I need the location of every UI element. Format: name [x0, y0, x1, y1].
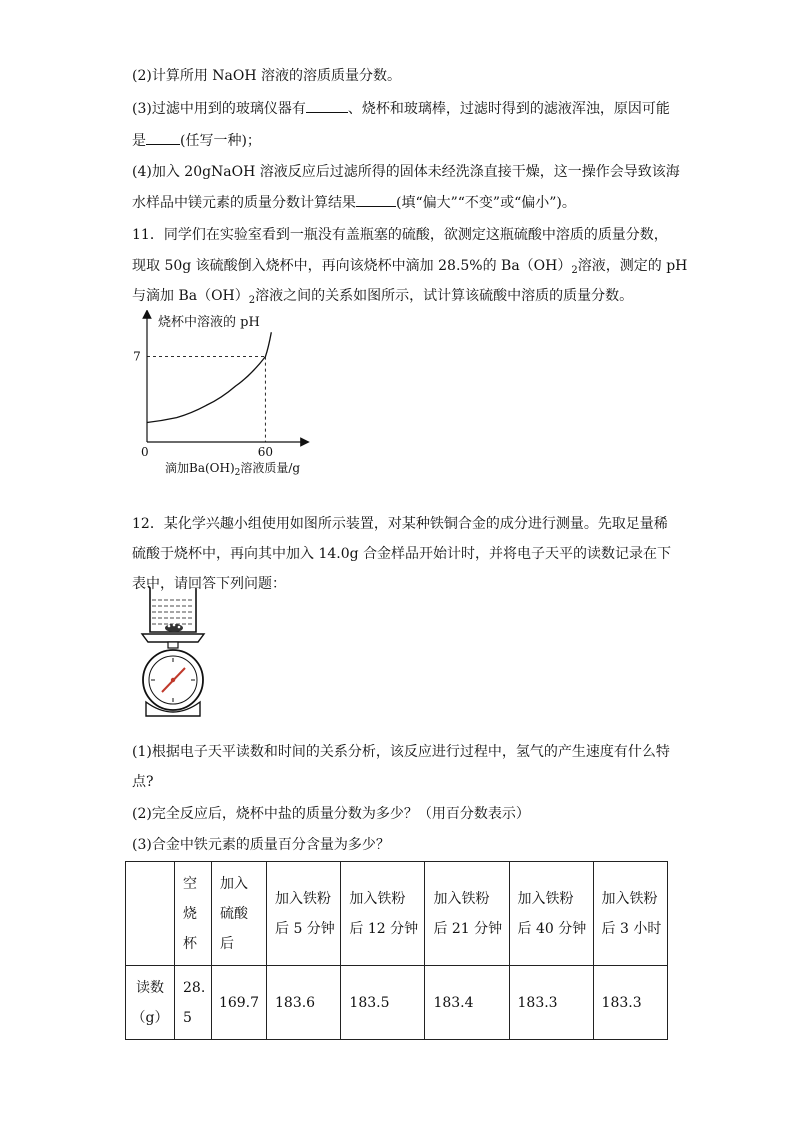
q10-part4-text-a: 水样品中镁元素的质量分数计算结果 — [132, 195, 356, 211]
q11-line2-text-c: 溶液，测定的 pH — [577, 258, 688, 274]
q11-line3-subscript: 2 — [248, 295, 256, 306]
scale-pan-icon — [142, 634, 204, 642]
header-line: 加入铁粉 — [433, 890, 490, 907]
q11-line2-text-a: 现取 50g 该硫酸倒入烧杯中，再向该烧杯中滴加 28.5%的 Ba（OH） — [132, 258, 572, 274]
cell-empty-beaker-line: 28. — [183, 979, 206, 996]
header-empty-beaker-char: 杯 — [183, 935, 197, 952]
header-after-acid-line: 加入 — [220, 875, 248, 892]
header-line: 加入铁粉 — [601, 890, 658, 907]
cell-empty-beaker — [175, 966, 212, 1040]
header-21-min — [425, 862, 509, 966]
header-40-min — [509, 862, 593, 966]
header-3-hour — [593, 862, 667, 966]
row-label-line: （g） — [131, 1009, 169, 1026]
x-tick-label: 60 — [257, 445, 274, 459]
header-line: 加入铁粉 — [275, 890, 331, 907]
question-10-part-4-cont — [132, 192, 576, 213]
question-11-line-3 — [132, 286, 633, 311]
q10-part3-text-b: 、烧杯和玻璃棒，过滤时得到的滤液浑浊，原因可能 — [347, 101, 670, 117]
header-after-acid-line: 后 — [220, 935, 234, 952]
header-line: 后 21 分钟 — [433, 920, 503, 937]
header-line: 后 5 分钟 — [275, 920, 335, 937]
row-label-line: 读数 — [136, 979, 164, 996]
question-12-part-2: (2)完全反应后，烧杯中盐的质量分数为多少？（用百分数表示） — [132, 806, 530, 822]
balance-reading-table — [125, 861, 668, 1040]
answer-blank[interactable] — [306, 98, 348, 113]
row-label-reading — [126, 966, 175, 1040]
table-header-row — [126, 862, 668, 966]
question-12-part-3: (3)合金中铁元素的质量百分含量为多少？ — [132, 837, 390, 853]
q11-line3-text-a: 与滴加 Ba（OH） — [132, 288, 249, 304]
question-11-line-2 — [132, 256, 687, 281]
q11-line2-subscript: 2 — [571, 265, 578, 276]
q10-part3-text-a: (3)过滤中用到的玻璃仪器有 — [132, 101, 306, 117]
q11-line3-text-c: 溶液之间的关系如图所示，试计算该硫酸中溶质的质量分数。 — [255, 288, 634, 304]
question-10-part-3-cont — [132, 130, 261, 151]
question-12-line-1: 12．某化学兴趣小组使用如图所示装置，对某种铁铜合金的成分进行测量。先取足量稀 — [132, 516, 668, 532]
question-12-line-3: 表中，请回答下列问题： — [132, 576, 286, 592]
q10-part4-text-b: (填“偏大”“不变”或“偏小”)。 — [396, 195, 576, 211]
table-row — [126, 966, 668, 1040]
cell-21-min: 183.4 — [425, 966, 509, 1040]
cell-5-min: 183.6 — [267, 966, 341, 1040]
header-empty-beaker-char: 烧 — [183, 905, 197, 922]
question-10-part-2: (2)计算所用 NaOH 溶液的溶质质量分数。 — [132, 68, 402, 84]
x-axis-label: 滴加$Ba(OH)_2$溶液质量/g — [165, 461, 301, 478]
question-12-line-2: 硫酸于烧杯中，再向其中加入 14.0g 合金样品开始计时，并将电子天平的读数记录在下 — [132, 546, 672, 562]
cell-40-min: 183.3 — [509, 966, 593, 1040]
question-12-part-1-cont: 点? — [132, 774, 154, 790]
question-10-part-4: (4)加入 20gNaOH 溶液反应后过滤所得的固体未经洗涤直接干燥，这一操作会导致该海 — [132, 164, 680, 180]
header-after-acid-line: 硫酸 — [220, 905, 248, 922]
header-after-acid — [212, 862, 267, 966]
question-11-line-1: 11．同学们在实验室看到一瓶没有盖瓶塞的硫酸，欲测定这瓶硫酸中溶质的质量分数， — [132, 227, 668, 243]
q10-part3-text-d: (任写一种)； — [180, 133, 261, 149]
ph-curve — [147, 332, 271, 422]
ph-chart — [125, 310, 325, 480]
y-axis-label: 烧杯中溶液的 pH — [158, 315, 260, 330]
y-tick-label: 7 — [133, 349, 141, 364]
header-empty-beaker-char: 空 — [183, 875, 197, 892]
answer-blank[interactable] — [356, 192, 396, 207]
cell-12-min: 183.5 — [341, 966, 425, 1040]
cell-after-acid: 169.7 — [212, 966, 267, 1040]
q10-part3-text-c: 是 — [132, 133, 146, 149]
origin-label: 0 — [141, 445, 149, 459]
header-line: 加入铁粉 — [517, 890, 574, 907]
header-line: 后 3 小时 — [601, 920, 662, 937]
header-line: 加入铁粉 — [349, 890, 406, 907]
table-corner-cell — [126, 862, 175, 966]
cell-empty-beaker-line: 5 — [183, 1009, 192, 1026]
question-12-part-1: (1)根据电子天平读数和时间的关系分析，该反应进行过程中，氢气的产生速度有什么特 — [132, 744, 670, 760]
header-line: 后 12 分钟 — [349, 920, 419, 937]
header-line: 后 40 分钟 — [517, 920, 587, 937]
answer-blank[interactable] — [146, 130, 180, 145]
header-12-min — [341, 862, 425, 966]
beaker-on-scale-figure — [140, 582, 220, 722]
cell-3-hour: 183.3 — [593, 966, 667, 1040]
header-empty-beaker — [175, 862, 212, 966]
question-10-part-3 — [132, 98, 670, 119]
header-5-min — [267, 862, 341, 966]
